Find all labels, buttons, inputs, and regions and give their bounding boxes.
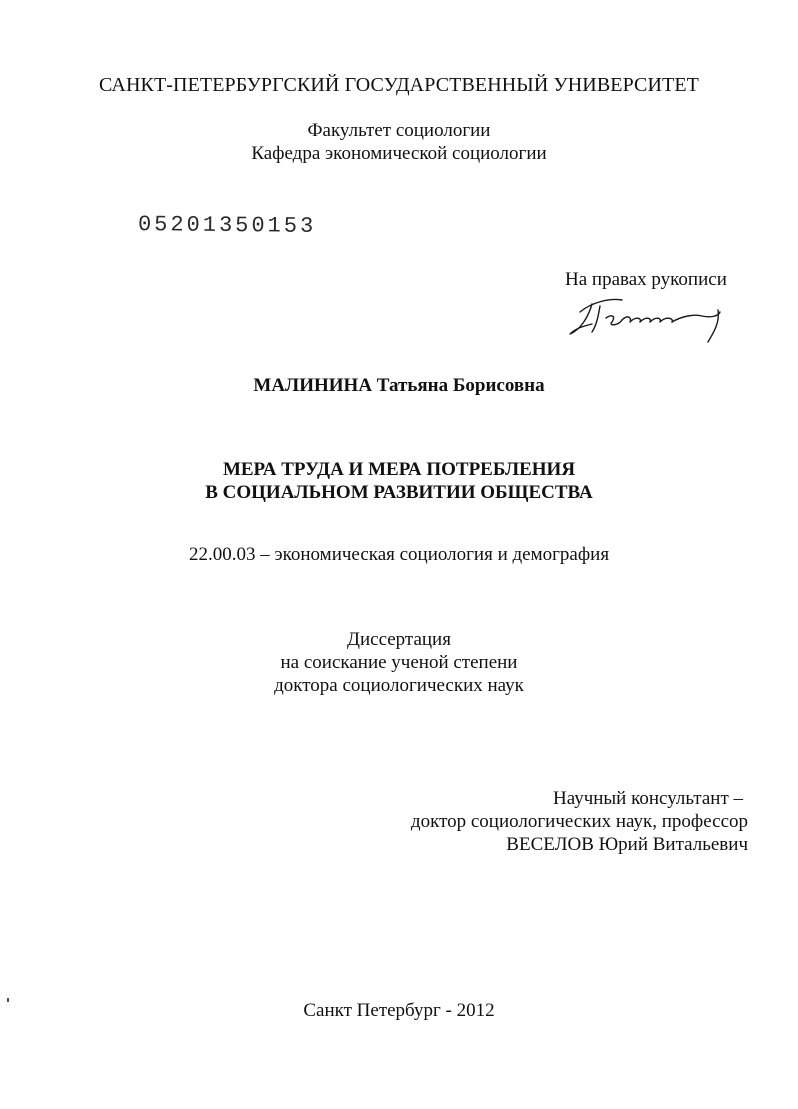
dissertation-type-line-2: на соискание ученой степени [280, 652, 518, 673]
manuscript-rights-note: На правах рукописи [565, 269, 727, 290]
scan-artifact [7, 998, 9, 1002]
archive-number-stamp: 05201350153 [137, 212, 317, 239]
dissertation-title-line-1: МЕРА ТРУДА И МЕРА ПОТРЕБЛЕНИЯ [222, 459, 576, 480]
faculty-name: Факультет социологии [307, 120, 491, 141]
consultant-degree: доктор социологических наук, профессор [410, 811, 748, 832]
department-name: Кафедра экономической социологии [251, 143, 547, 164]
dissertation-type-line-1: Диссертация [347, 629, 451, 650]
specialty-code: 22.00.03 – экономическая социология и демография [188, 544, 610, 565]
author-name: МАЛИНИНА Татьяна Борисовна [253, 375, 545, 396]
consultant-name: ВЕСЕЛОВ Юрий Витальевич [506, 834, 748, 855]
city-and-year: Санкт Петербург - 2012 [303, 1000, 495, 1021]
university-name: САНКТ-ПЕТЕРБУРГСКИЙ ГОСУДАРСТВЕННЫЙ УНИВЕРСИТЕТ [98, 74, 699, 96]
handwritten-signature [562, 288, 732, 346]
dissertation-title-line-2: В СОЦИАЛЬНОМ РАЗВИТИИ ОБЩЕСТВА [205, 482, 593, 503]
consultant-role: Научный консультант – [553, 788, 743, 809]
dissertation-type-line-3: доктора социологических наук [274, 675, 524, 696]
